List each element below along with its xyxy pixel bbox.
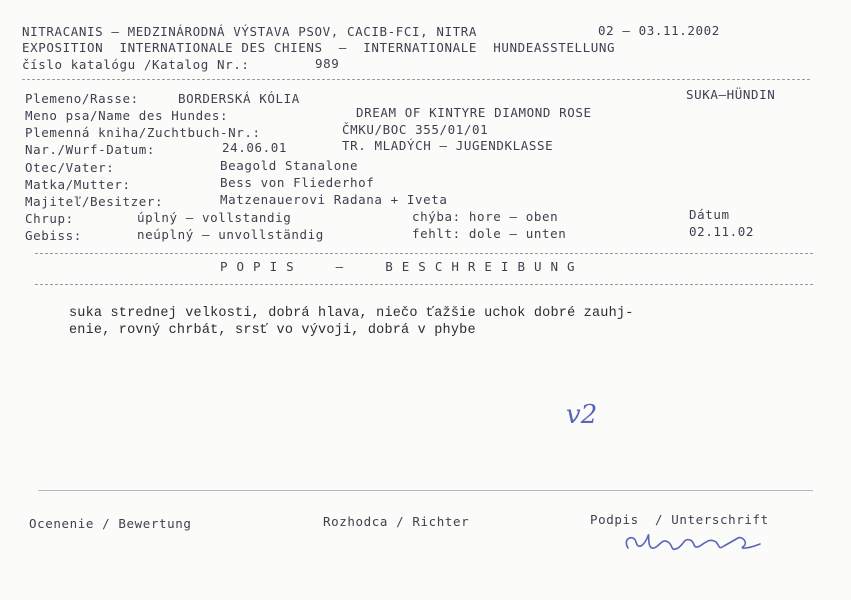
dog-name-value: DREAM OF KINTYRE DIAMOND ROSE [356,105,592,120]
missing-upper: chýba: hore – oben [412,209,559,224]
heading-divider [35,284,813,285]
class-value: TR. MLADÝCH – JUGENDKLASSE [342,138,554,153]
description-line-2: enie, rovný chrbát, srsť vo vývoji, dobrá v phybe [69,323,476,338]
dam-value: Bess von Fliederhof [220,175,375,190]
catalog-label: číslo katalógu /Katalog Nr.: [22,57,250,72]
judge-label: Rozhodca / Richter [323,514,470,529]
studbook-value: ČMKU/BOC 355/01/01 [342,122,489,137]
dob-value: 24.06.01 [222,140,288,155]
sex-value: SUKA–HÜNDIN [686,87,776,102]
dam-label: Matka/Mutter: [25,177,131,192]
dog-name-label: Meno psa/Name des Hundes: [25,108,229,123]
header-divider [22,79,810,80]
fields-divider [35,253,813,254]
description-line-1: suka strednej velkosti, dobrá hlava, niečo ťažšie uchok dobré zauhj- [69,306,634,321]
owner-value: Matzenauerovi Radana + Iveta [220,192,448,207]
teeth-label: Chrup: [25,211,74,226]
teeth-incomplete: neúplný – unvollständig [137,227,324,242]
bite-label: Gebiss: [25,228,82,243]
event-title: NITRACANIS – MEDZINÁRODNÁ VÝSTAVA PSOV, CACIB-FCI, NITRA [22,24,478,39]
signature-mark [620,528,780,558]
signature-label: Podpis / Unterschrift [590,512,769,527]
breed-value: BORDERSKÁ KÓLIA [178,91,300,106]
dob-label: Nar./Wurf-Datum: [25,142,156,157]
catalog-number: 989 [315,56,340,71]
footer-divider [38,490,813,491]
sire-label: Otec/Vater: [25,160,115,175]
rating-label: Ocenenie / Bewertung [29,516,192,531]
date-label: Dátum [689,207,730,222]
teeth-full: úplný – vollstandig [137,210,292,225]
date-value: 02.11.02 [689,224,755,239]
breed-label: Plemeno/Rasse: [25,91,139,106]
description-heading: POPIS – BESCHREIBUNG [220,259,584,274]
owner-label: Majiteľ/Besitzer: [25,194,164,209]
event-subtitle: EXPOSITION INTERNATIONALE DES CHIENS – INTERNATIONALE HUNDEASSTELLUNG [22,40,616,55]
event-dates: 02 – 03.11.2002 [598,23,720,38]
missing-lower: fehlt: dole – unten [412,226,567,241]
rating-handwritten: v2 [566,400,598,430]
sire-value: Beagold Stanalone [220,158,359,173]
studbook-label: Plemenná kniha/Zuchtbuch-Nr.: [25,125,261,140]
